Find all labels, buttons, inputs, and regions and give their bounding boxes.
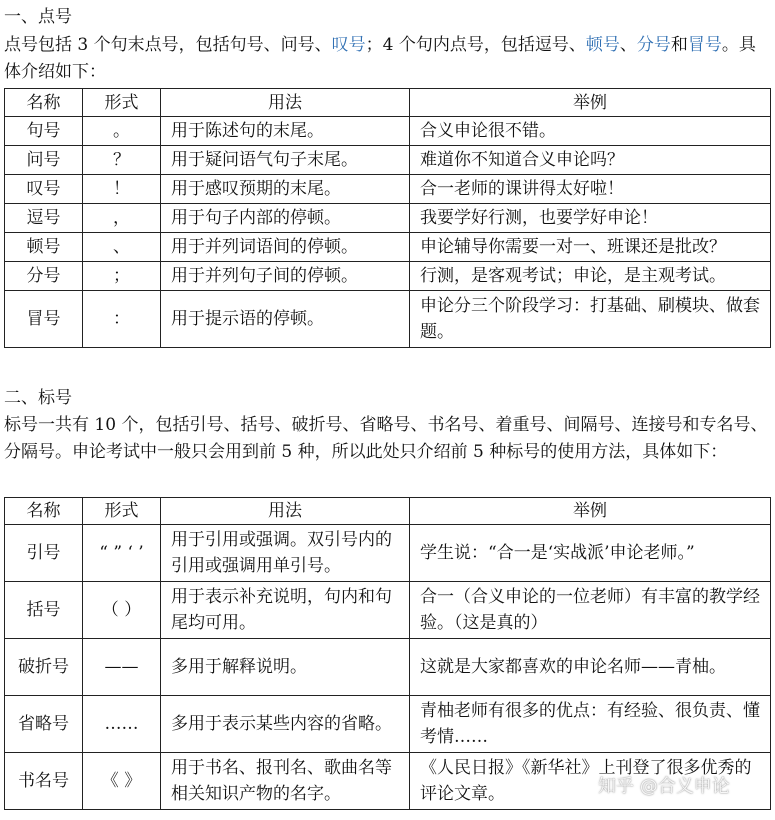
header-name: 名称 (5, 89, 83, 117)
cell-usage: 多用于表示某些内容的省略。 (161, 696, 410, 753)
cell-form: 、 (83, 233, 161, 262)
cell-name: 冒号 (5, 291, 83, 348)
table-row (5, 291, 771, 348)
cell-usage: 用于表示补充说明，句内和句尾均可用。 (161, 582, 410, 639)
table-row (5, 525, 771, 582)
cell-form: ： (83, 291, 161, 348)
cell-form: ， (83, 204, 161, 233)
cell-form: …… (83, 696, 161, 753)
cell-name: 破折号 (5, 639, 83, 696)
header-form: 形式 (83, 498, 161, 525)
cell-name: 叹号 (5, 175, 83, 204)
intro-segment: 冒号 (687, 35, 722, 55)
cell-name: 逗号 (5, 204, 83, 233)
cell-name: 括号 (5, 582, 83, 639)
cell-example: 申论辅导你需要一对一、班课还是批改？ (410, 233, 771, 262)
table-row (5, 175, 771, 204)
cell-usage: 用于并列词语间的停顿。 (161, 233, 410, 262)
cell-usage: 用于陈述句的末尾。 (161, 117, 410, 146)
cell-form: —— (83, 639, 161, 696)
intro-segment: 叹号 (331, 35, 366, 55)
cell-example: 青柚老师有很多的优点：有经验、很负责、懂考情…… (410, 696, 771, 753)
cell-name: 省略号 (5, 696, 83, 753)
cell-example: 我要学好行测，也要学好申论！ (410, 204, 771, 233)
cell-example: 难道你不知道合义申论吗？ (410, 146, 771, 175)
cell-name: 问号 (5, 146, 83, 175)
cell-form: 《 》 (83, 753, 161, 810)
cell-usage: 用于引用或强调。双引号内的引用或强调用单引号。 (161, 525, 410, 582)
section2-heading: 二、标号 (4, 388, 72, 408)
table-row (5, 233, 771, 262)
cell-usage: 用于感叹预期的末尾。 (161, 175, 410, 204)
intro-segment: 顿号 (585, 35, 620, 55)
cell-name: 分号 (5, 262, 83, 291)
cell-name: 句号 (5, 117, 83, 146)
cell-usage: 用于提示语的停顿。 (161, 291, 410, 348)
cell-form: ！ (83, 175, 161, 204)
cell-name: 顿号 (5, 233, 83, 262)
cell-example: 行测，是客观考试；申论，是主观考试。 (410, 262, 771, 291)
cell-example: 合一（合义申论的一位老师）有丰富的教学经验。（这是真的） (410, 582, 771, 639)
punctuation-marks-table (4, 497, 771, 810)
table-row (5, 639, 771, 696)
intro-segment: 和 (670, 35, 688, 55)
table-row (5, 117, 771, 146)
section1-intro (4, 32, 772, 86)
cell-example: 合一老师的课讲得太好啦！ (410, 175, 771, 204)
cell-name: 引号 (5, 525, 83, 582)
cell-form: ？ (83, 146, 161, 175)
punctuation-points-table (4, 88, 771, 348)
intro-segment: 点号包括 3 个句末点号，包括句号、问号、 (4, 35, 332, 55)
cell-example: 申论分三个阶段学习：打基础、刷模块、做套题。 (410, 291, 771, 348)
section1-heading: 一、点号 (4, 7, 72, 27)
table-header-row (5, 498, 771, 525)
table-row (5, 262, 771, 291)
cell-name: 书名号 (5, 753, 83, 810)
intro-segment: ；4 个句内点号，包括逗号、 (365, 35, 586, 55)
cell-form: 。 (83, 117, 161, 146)
table-row (5, 696, 771, 753)
cell-example: 这就是大家都喜欢的申论名师——青柚。 (410, 639, 771, 696)
table-header-row (5, 89, 771, 117)
table-row (5, 582, 771, 639)
intro-segment: 分号 (636, 35, 671, 55)
intro-segment: 、 (619, 35, 637, 55)
cell-usage: 用于句子内部的停顿。 (161, 204, 410, 233)
header-name: 名称 (5, 498, 83, 525)
zhihu-watermark: 知乎 @合义申论 (598, 776, 730, 797)
cell-form: “ ” ‘ ’ (83, 525, 161, 582)
header-example: 举例 (410, 89, 771, 117)
cell-example: 《人民日报》《新华社》上刊登了很多优秀的评论文章。 (410, 753, 771, 810)
table-row (5, 146, 771, 175)
table-row (5, 204, 771, 233)
header-example: 举例 (410, 498, 771, 525)
header-usage: 用法 (161, 89, 410, 117)
header-form: 形式 (83, 89, 161, 117)
cell-example: 学生说：“合一是‘实战派’申论老师。” (410, 525, 771, 582)
cell-form: （ ） (83, 582, 161, 639)
cell-usage: 多用于解释说明。 (161, 639, 410, 696)
cell-usage: 用于并列句子间的停顿。 (161, 262, 410, 291)
header-usage: 用法 (161, 498, 410, 525)
intro-segment: 。具体介绍如下： (4, 35, 756, 82)
section2-intro: 标号一共有 10 个，包括引号、括号、破折号、省略号、书名号、着重号、间隔号、连接号和专名号、分隔号。申论考试中一般只会用到前 5 种，所以此处只介绍前 5 种标号的使用方法，具体如下： (4, 415, 768, 462)
cell-form: ； (83, 262, 161, 291)
cell-usage: 用于疑问语气句子末尾。 (161, 146, 410, 175)
cell-usage: 用于书名、报刊名、歌曲名等相关知识产物的名字。 (161, 753, 410, 810)
cell-example: 合义申论很不错。 (410, 117, 771, 146)
